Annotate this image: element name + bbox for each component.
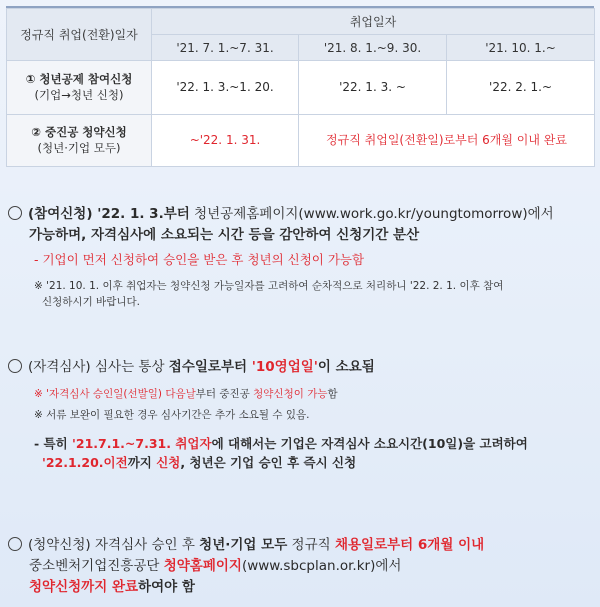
row-label-line1: ① 청년공제 참여신청 (25, 72, 133, 87)
circle-bullet-icon (8, 206, 22, 220)
section-subscription (8, 535, 592, 598)
section-text: 청년·기업 모두 (199, 537, 288, 553)
table-cell: '22. 1. 3.~1. 20. (152, 61, 299, 114)
section-screening (8, 357, 592, 472)
sub-item: - 기업이 먼저 신청하여 승인을 받은 후 청년의 신청이 가능함 (34, 252, 365, 267)
section-heading: (자격심사) 심사는 통상 (28, 359, 169, 375)
section-text: 중소벤처기업진흥공단 (29, 558, 164, 574)
row-label-line2: (기업→청년 신청) (34, 88, 124, 103)
row-label-join (7, 61, 152, 114)
table-cell: '22. 1. 3. ~ (299, 61, 447, 114)
table-cell-merged: 정규직 취업일(전환일)로부터 6개월 이내 완료 (299, 114, 595, 166)
note: 신청하시기 바랍니다. (42, 296, 140, 308)
section-text: 청년공제홈페이지(www.work.go.kr/youngtomorrow)에서 (189, 206, 554, 222)
section-text: 하여야 함 (138, 579, 195, 595)
row-label-subscription (7, 114, 152, 166)
highlight: 청약신청이 가능 (253, 388, 328, 400)
section-text: 가능하며, 자격심사에 소요되는 시간 등을 감안하여 신청기간 분산 (29, 227, 420, 243)
highlight: ※ '자격심사 승인일(선발일) 다음날 (34, 388, 196, 400)
note: ※ 서류 보완이 필요한 경우 심사기간은 추가 소요될 수 있음. (34, 409, 310, 421)
table-cell: ~'22. 1. 31. (152, 114, 299, 166)
highlight: 신청 (156, 455, 181, 470)
sub-item: 까지 (127, 455, 157, 470)
highlight: '10영업일' (251, 359, 318, 375)
table-cell: '22. 2. 1.~ (447, 61, 595, 114)
section-text: 이 소요됨 (317, 359, 375, 375)
section-text: 접수일로부터 (168, 359, 252, 375)
highlight: '22.1.20.이전 (42, 455, 128, 470)
sub-item: 에 대해서는 기업은 자격심사 소요시간(10일)을 고려하여 (211, 436, 528, 451)
row-label-line2: (청년·기업 모두) (37, 141, 121, 156)
note: 부터 중진공 (195, 388, 254, 400)
highlight: 청약신청까지 완료 (29, 579, 139, 595)
section-heading: (청약신청) 자격심사 승인 후 (28, 537, 200, 553)
section-participation (8, 204, 592, 310)
header-employment-date: 정규직 취업(전환)일자 (7, 9, 152, 61)
header-period-3: '21. 10. 1.~ (447, 35, 595, 61)
header-period-2: '21. 8. 1.~9. 30. (299, 35, 447, 61)
highlight: 청약홈페이지 (163, 558, 242, 574)
highlight: 채용일로부터 6개월 이내 (334, 537, 485, 553)
row-label-line1: ② 중진공 청약신청 (31, 125, 127, 140)
header-group: 취업일자 (152, 9, 595, 35)
note: 함 (327, 388, 338, 400)
sub-item: - 특히 (34, 436, 73, 451)
circle-bullet-icon (8, 537, 22, 551)
circle-bullet-icon (8, 359, 22, 373)
schedule-table (6, 6, 594, 167)
section-text: 정규직 (287, 537, 335, 553)
highlight: '21.7.1.~7.31. 취업자 (72, 436, 212, 451)
section-heading: (참여신청) '22. 1. 3.부터 (28, 206, 190, 222)
section-text: (www.sbcplan.or.kr)에서 (241, 558, 402, 574)
note: ※ '21. 10. 1. 이후 취업자는 청약신청 가능일자를 고려하여 순차적으로 처리하니 '22. 2. 1. 이후 참여 (34, 280, 504, 292)
header-period-1: '21. 7. 1.~7. 31. (152, 35, 299, 61)
sub-item: , 청년은 기업 승인 후 즉시 신청 (180, 455, 357, 470)
